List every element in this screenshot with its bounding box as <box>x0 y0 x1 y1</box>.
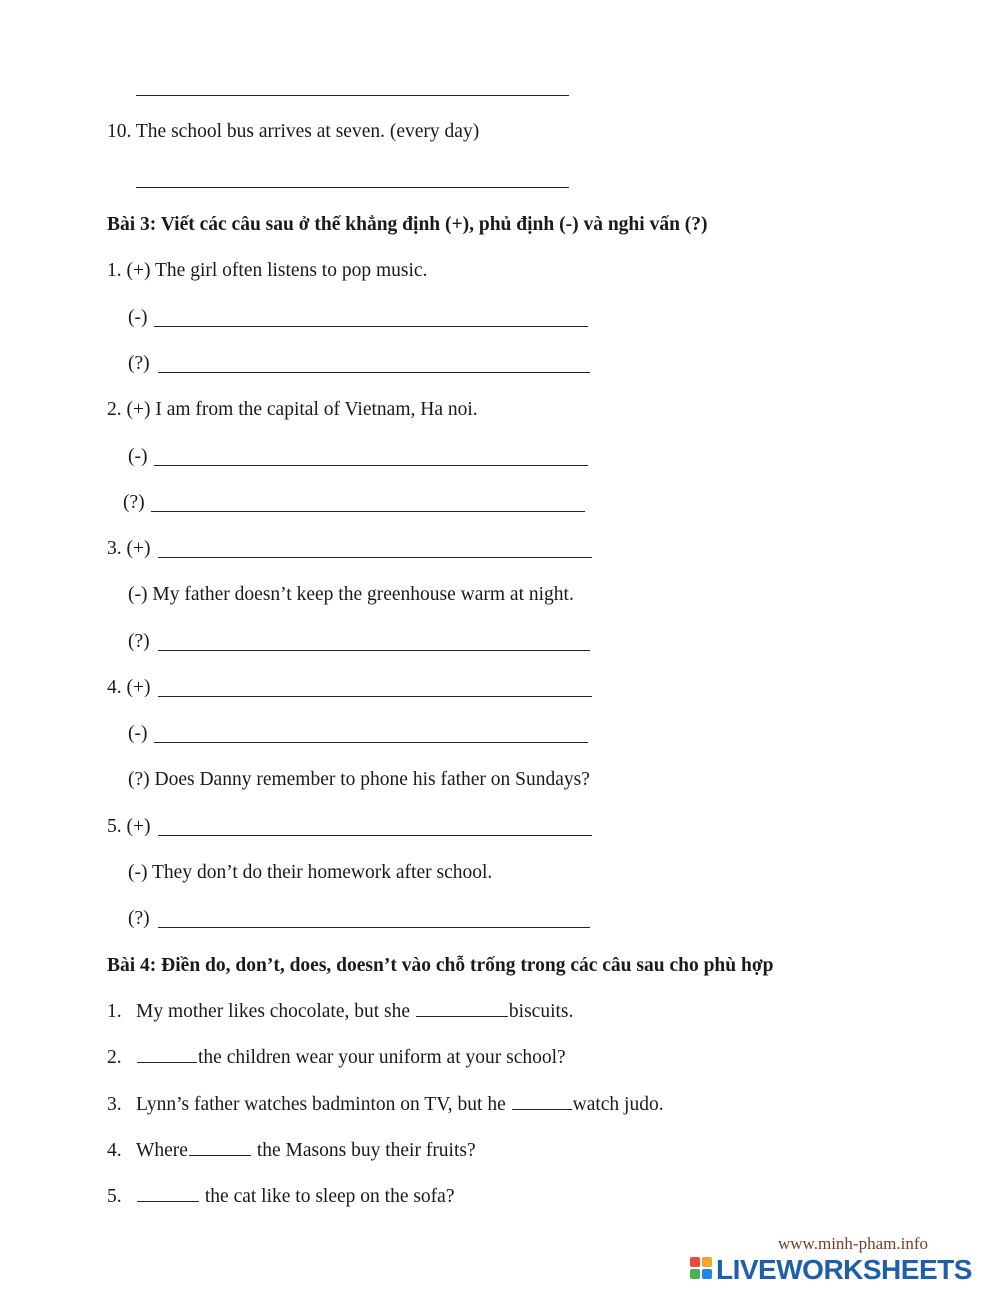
answer-line[interactable] <box>158 835 592 836</box>
ex4-item-2 <box>107 1045 566 1070</box>
ex3-q3-question-label: (?) <box>128 631 150 652</box>
answer-line[interactable] <box>154 465 588 466</box>
item-text-before: Lynn’s father watches badminton on TV, but he <box>136 1094 511 1115</box>
ex3-q3-positive-label: 3. (+) <box>107 538 151 559</box>
answer-line[interactable] <box>151 511 585 512</box>
item-text-after: the Masons buy their fruits? <box>251 1140 476 1161</box>
item-text-after: watch judo. <box>572 1094 664 1115</box>
ex3-q2-negative-label: (-) <box>128 446 148 467</box>
answer-line[interactable] <box>158 696 592 697</box>
answer-line[interactable] <box>154 326 588 327</box>
ex3-heading: Bài 3: Viết các câu sau ở thế khẳng định (+), phủ định (-) và nghi vấn (?) <box>107 214 708 235</box>
answer-line[interactable] <box>136 187 569 188</box>
ex4-item-5 <box>107 1184 455 1209</box>
ex2-question-10: 10. The school bus arrives at seven. (every day) <box>107 121 480 142</box>
item-text-before: My mother likes chocolate, but she <box>136 1001 415 1022</box>
fill-blank[interactable] <box>137 1045 197 1063</box>
item-number: 4. <box>107 1140 122 1161</box>
ex3-q5-positive-label: 5. (+) <box>107 816 151 837</box>
answer-line[interactable] <box>154 742 588 743</box>
fill-blank[interactable] <box>512 1092 572 1110</box>
answer-line[interactable] <box>158 927 590 928</box>
item-number: 3. <box>107 1094 122 1115</box>
brand-name: LIVEWORKSHEETS <box>716 1254 972 1285</box>
item-text-before: Where <box>136 1140 188 1161</box>
ex3-q5-question-label: (?) <box>128 908 150 929</box>
answer-line[interactable] <box>158 557 592 558</box>
ex3-q3-negative: (-) My father doesn’t keep the greenhouse warm at night. <box>128 584 574 605</box>
ex4-heading: Bài 4: Điền do, don’t, does, doesn’t vào chỗ trống trong các câu sau cho phù hợp <box>107 955 774 976</box>
liveworksheets-brand[interactable] <box>690 1254 972 1286</box>
ex3-q1-question-label: (?) <box>128 353 150 374</box>
ex3-q1-negative-label: (-) <box>128 307 148 328</box>
logo-square <box>690 1269 700 1279</box>
ex3-q4-positive-label: 4. (+) <box>107 677 151 698</box>
ex4-item-4 <box>107 1138 476 1163</box>
answer-line[interactable] <box>136 95 569 96</box>
liveworksheets-logo-icon <box>690 1257 714 1283</box>
ex3-q4-question: (?) Does Danny remember to phone his father on Sundays? <box>128 769 590 790</box>
item-number: 2. <box>107 1047 122 1068</box>
item-number: 5. <box>107 1186 122 1207</box>
item-text-after: the cat like to sleep on the sofa? <box>200 1186 455 1207</box>
fill-blank[interactable] <box>189 1138 251 1156</box>
logo-square <box>702 1257 712 1267</box>
item-text-after: biscuits. <box>508 1001 574 1022</box>
ex3-q2: 2. (+) I am from the capital of Vietnam, Ha noi. <box>107 399 478 420</box>
ex3-q4-negative-label: (-) <box>128 723 148 744</box>
fill-blank[interactable] <box>416 999 508 1017</box>
logo-square <box>690 1257 700 1267</box>
footer-url[interactable]: www.minh-pham.info <box>778 1234 928 1253</box>
answer-line[interactable] <box>158 650 590 651</box>
logo-square <box>702 1269 712 1279</box>
ex3-q5-negative: (-) They don’t do their homework after school. <box>128 862 493 883</box>
fill-blank[interactable] <box>137 1184 199 1202</box>
item-text-after: the children wear your uniform at your school? <box>198 1047 566 1068</box>
ex3-q2-question-label: (?) <box>123 492 145 513</box>
answer-line[interactable] <box>158 372 590 373</box>
ex3-q1: 1. (+) The girl often listens to pop music. <box>107 260 428 281</box>
item-number: 1. <box>107 1001 122 1022</box>
ex4-item-3 <box>107 1092 664 1117</box>
ex4-item-1 <box>107 999 573 1024</box>
